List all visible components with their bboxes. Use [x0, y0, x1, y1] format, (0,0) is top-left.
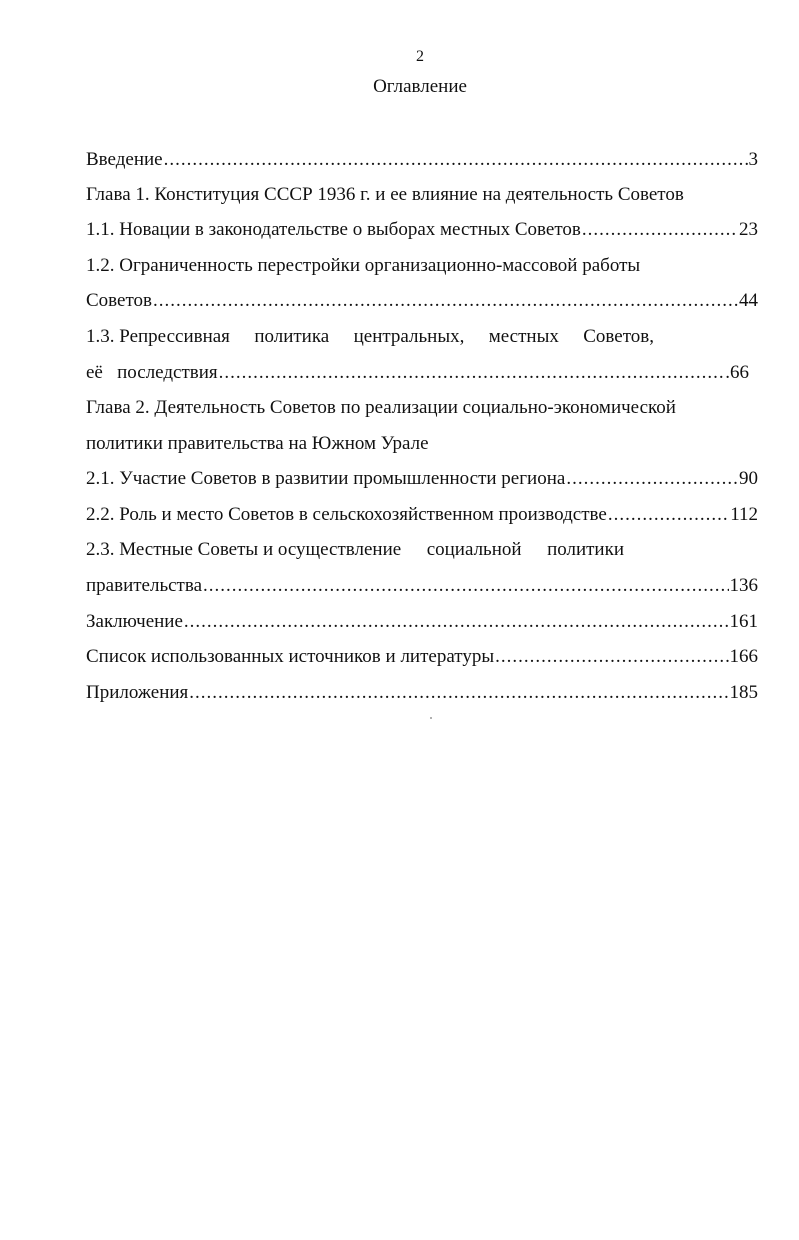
page-number: 2 [416, 48, 424, 65]
toc-entry-chapter-2-line-2[interactable] [86, 432, 429, 456]
dot-leader [566, 467, 738, 491]
toc-entry-text: Приложения [86, 682, 189, 703]
toc-entry-text: Советов [86, 290, 152, 311]
toc-word: 1.3. Репрессивная [86, 326, 230, 347]
dot-leader [495, 645, 728, 669]
toc-entry-page: 23 [739, 219, 758, 240]
toc-entry-page: 185 [729, 682, 758, 703]
toc-entry-page: 44 [739, 290, 758, 311]
toc-entry-introduction[interactable] [86, 148, 758, 172]
toc-word: Советов, [583, 326, 654, 347]
toc-entry-page: 161 [729, 611, 758, 632]
toc-entry-text: Заключение [86, 611, 183, 632]
toc-entry-2-3-line-2[interactable] [86, 574, 758, 598]
toc-entry-text: Глава 2. Деятельность Советов по реализации социально-экономической [86, 397, 676, 418]
toc-entry-appendices[interactable] [86, 681, 758, 705]
dot-leader [582, 218, 738, 242]
toc-entry-chapter-1[interactable] [86, 183, 684, 207]
toc-entry-page: 90 [739, 468, 758, 489]
scan-speck [430, 717, 432, 719]
toc-entry-sources[interactable] [86, 645, 758, 669]
toc-entry-text: Глава 1. Конституция СССР 1936 г. и ее влияние на деятельность Советов [86, 184, 684, 205]
toc-entry-2-2[interactable] [86, 503, 758, 527]
toc-entry-text: политики правительства на Южном Урале [86, 433, 429, 454]
dot-leader [219, 361, 725, 385]
toc-entry-text: Введение [86, 149, 163, 170]
toc-entry-chapter-2-line-1[interactable] [86, 396, 676, 420]
toc-entry-conclusion[interactable] [86, 610, 758, 634]
dot-leader [184, 610, 729, 634]
toc-entry-text: 1.1. Новации в законодательстве о выборах местных Советов [86, 219, 581, 240]
toc-entry-page: .66 [725, 362, 749, 383]
toc-entry-1-2-line-2[interactable] [86, 289, 758, 313]
toc-entry-text: 2.1. Участие Советов в развитии промышленности региона [86, 468, 566, 489]
toc-entry-page: 136 [729, 575, 758, 596]
toc-entry-text: её последствия [86, 362, 218, 383]
toc-entry-text: 1.2. Ограниченность перестройки организационно-массовой работы [86, 255, 641, 276]
toc-entry-page: 166 [729, 646, 758, 667]
toc-word: 2.3. Местные Советы и осуществление [86, 539, 402, 560]
toc-word: местных [488, 326, 559, 347]
dot-leader [203, 574, 728, 598]
toc-entry-2-1[interactable] [86, 467, 758, 491]
toc-entry-text: 2.2. Роль и место Советов в сельскохозяйственном производстве [86, 504, 607, 525]
toc-entry-1-3-line-2[interactable] [86, 361, 749, 385]
toc-entry-1-3-line-1[interactable] [86, 325, 654, 349]
toc-entry-2-3-line-1[interactable] [86, 538, 624, 562]
toc-word: социальной [426, 539, 522, 560]
toc-word: политики [547, 539, 624, 560]
toc-entry-1-2-line-1[interactable] [86, 254, 640, 278]
toc-entry-page: 112 [730, 504, 758, 525]
dot-leader [608, 503, 729, 527]
toc-word: центральных, [353, 326, 465, 347]
toc-entry-1-1[interactable] [86, 218, 758, 242]
toc-entry-page: 3 [748, 149, 758, 170]
toc-word: политика [254, 326, 330, 347]
toc-entry-text: Список использованных источников и литературы [86, 646, 495, 667]
dot-leader [153, 289, 738, 313]
dot-leader [189, 681, 728, 705]
dot-leader [164, 148, 748, 172]
toc-entry-text: правительства [86, 575, 203, 596]
page-title: Оглавление [373, 76, 467, 97]
